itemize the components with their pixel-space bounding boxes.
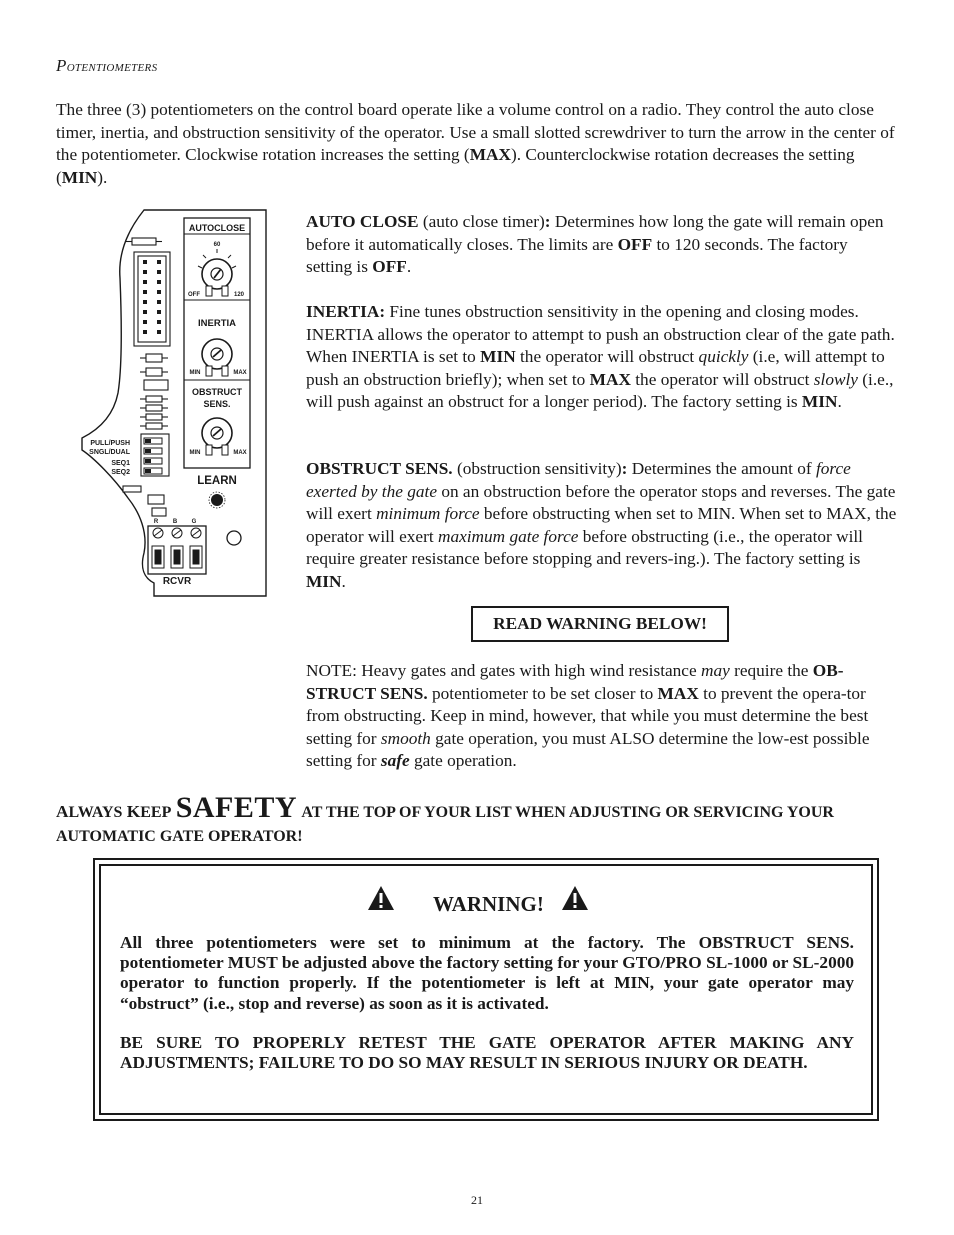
note-text-2: require the	[729, 661, 813, 680]
inertia-text-2: the operator will obstruct	[515, 347, 699, 366]
safety-a: A	[56, 802, 69, 821]
auto-close-text-1: (auto close timer)	[418, 212, 545, 231]
auto-close-label: AUTO CLOSE	[306, 212, 419, 231]
obstruct-colon: :	[621, 459, 628, 478]
obstruct-text-6: .	[341, 571, 346, 591]
inertia-text-5: (i.e., will push against an obstruct for a longer period). The factory setting is	[306, 369, 894, 411]
label-autoclose: AUTOCLOSE	[188, 223, 246, 233]
warning-title: WARNING!	[433, 892, 544, 916]
label-rcvr: RCVR	[162, 576, 192, 587]
safety-word: SAFETY	[175, 791, 298, 824]
obstruct-max-force: maximum gate force	[437, 526, 579, 546]
label-seq2: SEQ2	[111, 469, 130, 476]
learn-button-icon[interactable]	[209, 492, 225, 508]
inertia-min-2: MIN	[801, 392, 838, 411]
warning-paragraph-2: BE SURE TO PROPERLY RETEST THE GATE OPERATOR AFTER MAKING ANY ADJUSTMENTS; FAILURE TO DO SO MAY RESULT IN SERIOUS INJURY OR DEATH.	[120, 1033, 854, 1073]
auto-close-off-2: OFF	[372, 257, 407, 276]
safety-heading	[56, 791, 916, 848]
label-max-1: MAX	[233, 370, 247, 376]
inertia-slowly: slowly	[813, 369, 858, 389]
note-paragraph	[306, 660, 898, 773]
safety-rest: AT THE TOP OF YOUR LIST WHEN ADJUSTING OR SERVICING YOUR AUTOMATIC GATE OPERATOR!	[56, 804, 834, 845]
label-seq1: SEQ1	[111, 460, 130, 467]
auto-close-text-4: .	[406, 257, 412, 276]
label-off: OFF	[188, 292, 200, 298]
safety-eep: EEP	[140, 804, 172, 821]
label-obstruct: OBSTRUCT	[192, 387, 242, 397]
label-120: 120	[233, 292, 245, 298]
label-learn: LEARN	[197, 475, 237, 487]
label-b: B	[172, 519, 178, 525]
obstruct-text-3: on an obstruction before the operator stops and reverses. The gate will exert	[306, 481, 896, 523]
note-obstruct: OB-STRUCT SENS.	[306, 661, 844, 703]
warning-triangle-icon	[367, 884, 395, 912]
heading-cap: P	[56, 56, 67, 75]
obstruct-force: force exerted by the gate	[306, 459, 851, 501]
label-sixty: 60	[213, 242, 221, 248]
intro-text-2: ). Counterclockwise rotation decreases the setting (	[56, 145, 855, 187]
obstruct-text-4: before obstructing when set to MIN. When set to MAX, the operator will exert	[306, 504, 897, 546]
intro-text-1: The three (3) potentiometers on the control board operate like a volume control on a radio. They control the auto close timer, inertia, and obstruction sensitivity of the operator. Use a small slotted screwdriver to turn the arrow in the center of the potentiometer. Clockwise rotation increases the setting (	[56, 100, 895, 164]
note-text-3: potentiometer to be set closer to	[427, 683, 658, 703]
note-safe: safe	[380, 751, 410, 770]
section-heading	[56, 56, 157, 76]
inertia-text-4: the operator will obstruct	[630, 369, 814, 389]
obstruct-min: MIN	[306, 571, 342, 591]
label-sngl-dual: SNGL/DUAL	[89, 449, 130, 456]
label-min-1: MIN	[189, 370, 201, 376]
note-text-6: gate operation.	[409, 751, 517, 770]
warning-inner-border	[99, 864, 873, 1115]
inertia-paragraph	[306, 301, 898, 414]
inertia-text-3: (i.e, will attempt to push an obstruction briefly); when set to	[306, 347, 885, 389]
inertia-max: MAX	[589, 369, 631, 389]
obstruct-label: OBSTRUCT SENS.	[306, 459, 453, 478]
inertia-label: INERTIA:	[306, 302, 386, 321]
label-max-2: MAX	[233, 450, 247, 456]
note-text-4: to prevent the opera-tor from obstructing. Keep in mind, however, that while you must determine the best setting for	[306, 683, 869, 748]
read-warning-box: READ WARNING BELOW!	[471, 606, 729, 642]
obstruct-paragraph	[306, 458, 898, 593]
warning-paragraph-1: All three potentiometers were set to minimum at the factory. The OBSTRUCT SENS. potentiometer MUST be adjusted above the factory setting for your GTO/PRO SL-1000 or SL-2000 operator to function properly. If the potentiometer is left at MIN, your gate operator may “obstruct” (i.e., stop and reverse) as soon as it is activated.	[120, 933, 854, 1013]
intro-paragraph	[56, 99, 896, 189]
auto-close-paragraph	[306, 211, 898, 279]
note-text-5: gate operation, you must ALSO determine the low-est possible setting for	[306, 728, 870, 770]
label-g: G	[191, 519, 197, 525]
obstruct-text-5: before obstructing (i.e., the operator will require greater resistance before stopping and revers-ing.). The factory setting is	[306, 526, 863, 568]
warning-triangle-icon	[561, 884, 589, 912]
auto-close-off: OFF	[617, 234, 653, 254]
label-sens: SENS.	[203, 399, 231, 409]
page-number: 21	[471, 1193, 483, 1207]
label-min-2: MIN	[189, 450, 201, 456]
intro-text-3: ).	[97, 167, 108, 187]
warning-box	[93, 858, 879, 1121]
auto-close-colon: :	[544, 212, 551, 231]
heading-rest: OTENTIOMETERS	[66, 62, 158, 74]
note-may: may	[700, 661, 730, 680]
inertia-text-6: .	[837, 392, 842, 411]
inertia-min: MIN	[480, 347, 516, 366]
note-text-1: NOTE: Heavy gates and gates with high wind resistance	[306, 661, 701, 680]
auto-close-text-3: to 120 seconds. The factory setting is	[306, 234, 848, 276]
inertia-text-1: Fine tunes obstruction sensitivity in the opening and closing modes. INERTIA allows the operator to attempt to push an obstruction clear of the gate path. When INERTIA is set to	[306, 302, 895, 366]
intro-max: MAX	[469, 145, 511, 164]
inertia-quickly: quickly	[698, 347, 749, 366]
safety-k: K	[126, 802, 141, 821]
control-board-diagram	[74, 208, 270, 598]
note-smooth: smooth	[380, 728, 431, 748]
label-inertia: INERTIA	[198, 318, 236, 329]
safety-lways: LWAYS	[68, 804, 123, 821]
auto-close-text-2: Determines how long the gate will remain open before it automatically closes. The limits are	[306, 212, 884, 254]
intro-min: MIN	[61, 167, 98, 187]
label-pull-push: PULL/PUSH	[90, 440, 130, 447]
obstruct-min-force: minimum force	[376, 504, 480, 523]
obstruct-text-2: Determines the amount of	[627, 459, 816, 478]
note-max: MAX	[657, 683, 699, 703]
label-r: R	[153, 519, 159, 525]
obstruct-text-1: (obstruction sensitivity)	[452, 459, 622, 478]
